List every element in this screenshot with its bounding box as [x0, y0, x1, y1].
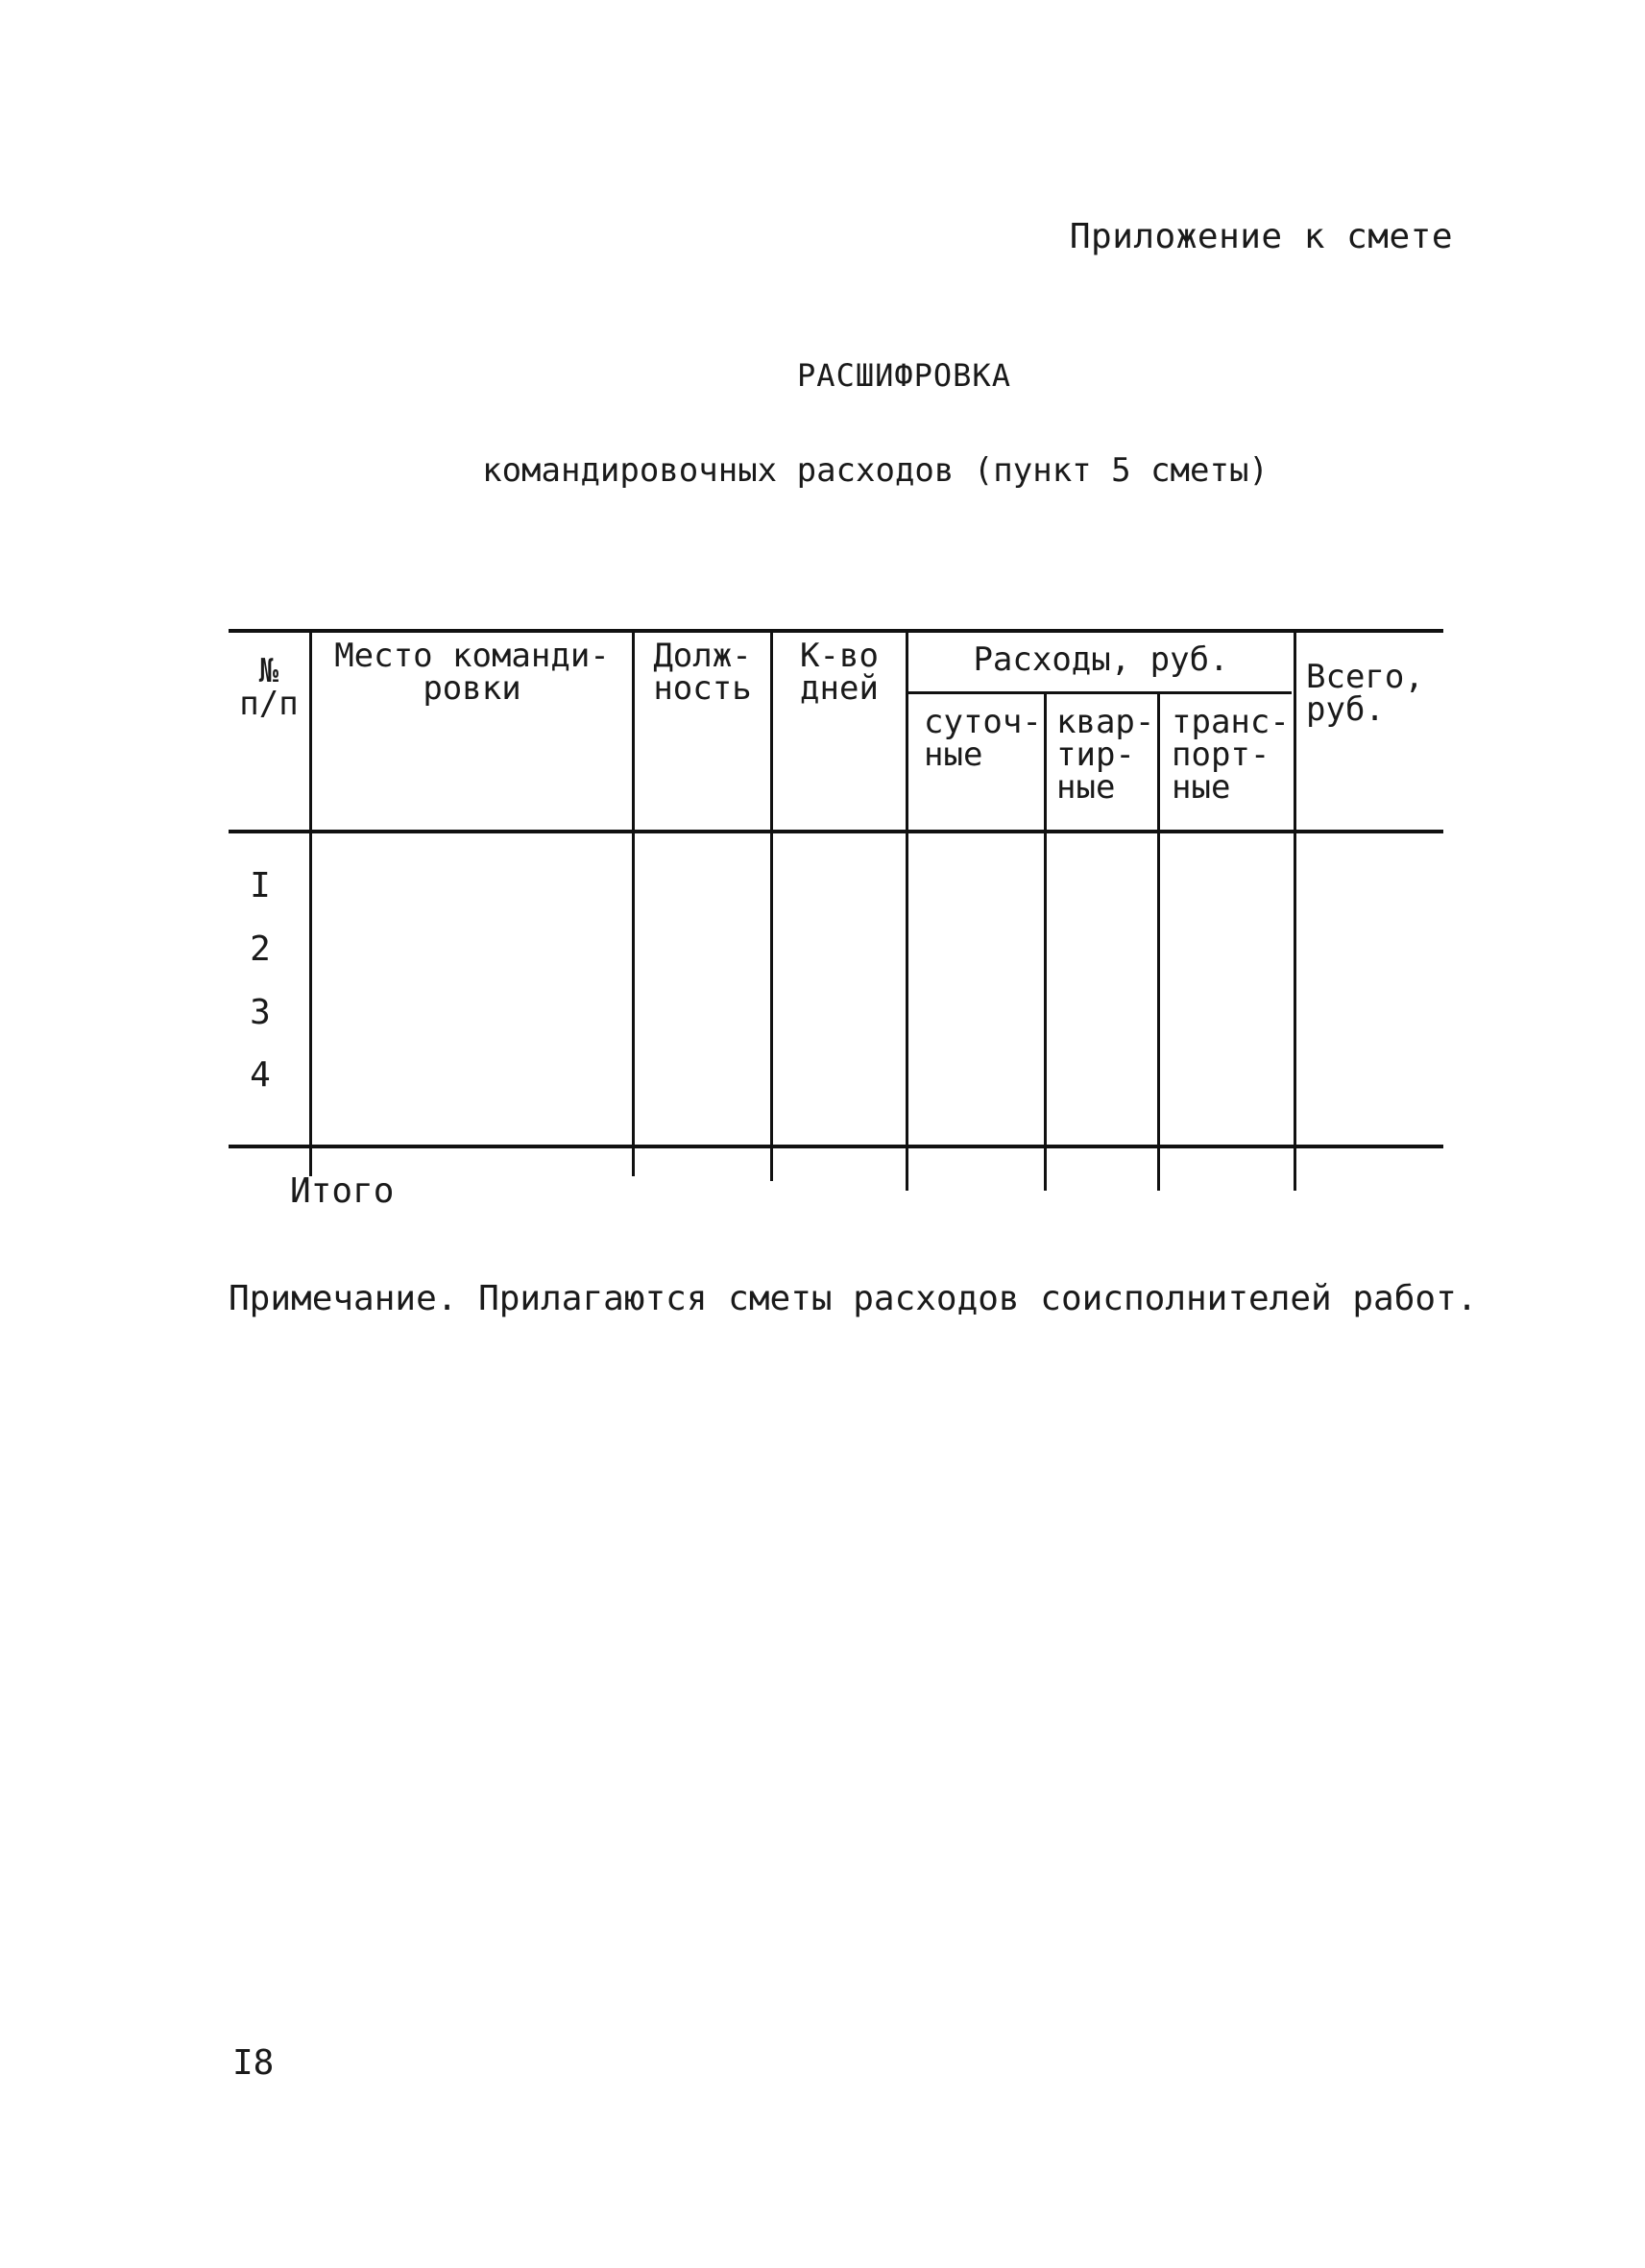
header-total: Всего, руб. [1306, 658, 1424, 729]
col-rule-7 [1294, 629, 1296, 1191]
col-rule-6 [1157, 691, 1160, 1191]
note-text: Примечание. Прилагаются сметы расходов соисполнителей работ. [229, 1279, 1478, 1318]
row-number: 2 [250, 929, 271, 969]
col-rule-5 [1044, 691, 1047, 1191]
header-days: К-во дней [800, 637, 879, 708]
document-title: РАСШИФРОВКА [797, 357, 1011, 394]
header-position: Долж- ность [653, 637, 752, 708]
table-top-rule [229, 629, 1443, 633]
document-subtitle: командировочных расходов (пункт 5 сметы) [482, 451, 1269, 490]
subheader-daily: суточ- ные [924, 703, 1042, 774]
page-number: I8 [232, 2043, 275, 2083]
appendix-label: Приложение к смете [1069, 217, 1453, 256]
col-rule-2 [632, 629, 635, 1176]
col-rule-1 [309, 629, 312, 1176]
subheader-housing: квар- тир- ные [1056, 703, 1155, 807]
total-label: Итого [290, 1171, 395, 1211]
col-rule-3 [770, 629, 773, 1181]
expenses-subheader-rule [907, 691, 1292, 694]
body-bottom-rule [229, 1145, 1443, 1148]
header-place: Место команди- ровки [334, 637, 610, 708]
header-expenses: Расходы, руб. [973, 640, 1229, 679]
row-number: I [250, 866, 271, 905]
col-rule-4 [906, 629, 908, 1191]
header-number: № п/п [239, 652, 299, 723]
row-number: 3 [250, 993, 271, 1032]
row-number: 4 [250, 1055, 271, 1095]
subheader-transport: транс- порт- ные [1172, 703, 1290, 807]
header-bottom-rule [229, 830, 1443, 833]
